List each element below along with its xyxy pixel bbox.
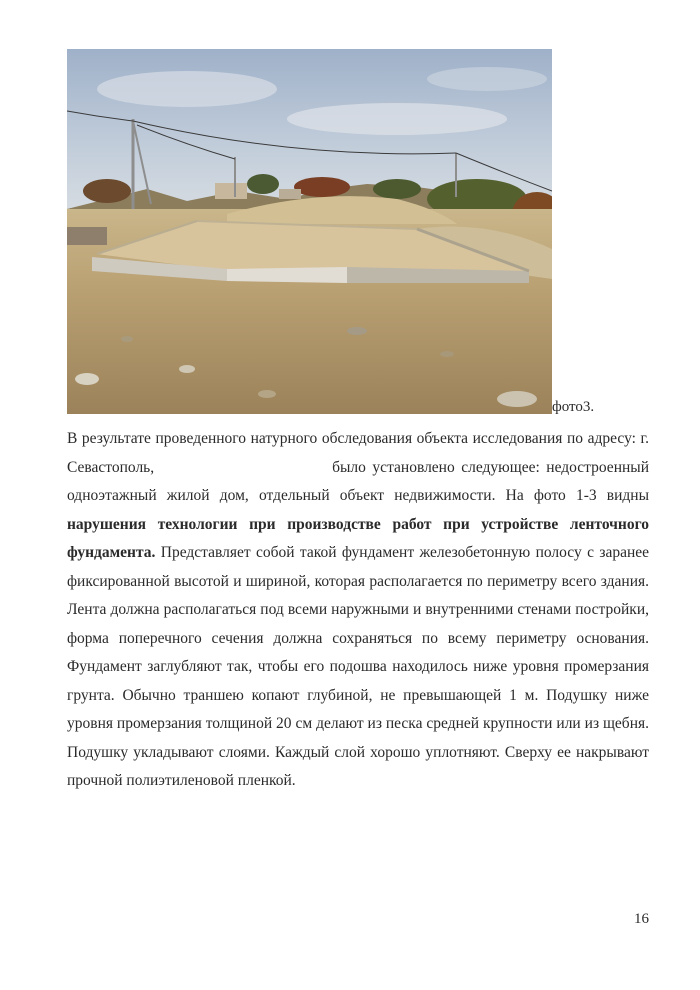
foundation-photo xyxy=(67,49,552,414)
text-part-3: Представляет собой такой фундамент железобетонную полосу с заранее фиксированной высотой и шириной, которая располагается по периметру всего здания. Лента должна располагаться под всеми наружными и внутренними стенами постройки, форма поперечного сечения должна сохраняться по всему периметру основания. Фундамент заглубляют так, чтобы его подошва находилось ниже уровня промерзания грунта. Обычно траншею копают глубиной, не превышающей 1 м. Подушку ниже уровня промерзания толщиной 20 см делают из песка средней крупности или из щебня. Подушку укладывают слоями. Каждый слой хорошо уплотняют. Сверху ее накрывают прочной полиэтиленовой пленкой. xyxy=(67,544,650,789)
body-paragraph xyxy=(67,425,649,796)
text-part-2: было установлено следующее: недостроенный одноэтажный жилой дом, отдельный объект недвижимости. На фото 1-3 видны xyxy=(67,458,649,504)
page-number: 16 xyxy=(634,911,649,927)
text-part-1: В результате проведенного натурного обследования объекта исследования по адресу: г. Севастополь, xyxy=(67,430,649,476)
bold-violation-text: нарушения технологии при производстве работ при устройстве ленточного фундамента. xyxy=(67,515,649,561)
photo-caption: фото3. xyxy=(552,399,595,415)
